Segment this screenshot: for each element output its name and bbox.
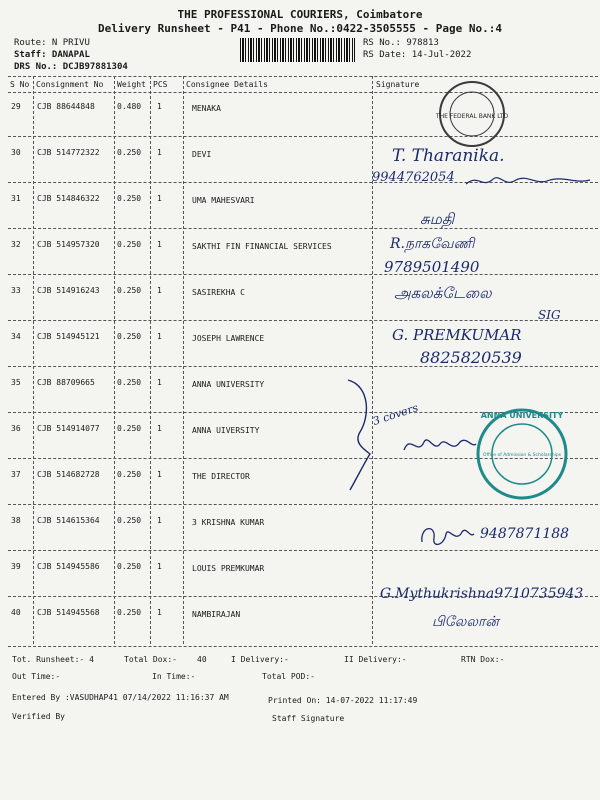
signature-nagaveni-phone: 9789501490 — [384, 258, 480, 276]
row-consignee: JOSEPH LAWRENCE — [192, 334, 265, 343]
row-sno: 30 — [11, 148, 21, 157]
col-header-consignment: Consignment No — [36, 80, 104, 89]
row-weight: 0.250 — [117, 608, 142, 617]
col-header-pcs: PCS — [153, 80, 168, 89]
bank-stamp-text: THE FEDERAL BANK LTD — [435, 113, 509, 120]
row-divider — [8, 228, 598, 229]
signature-premkumar: G. PREMKUMAR — [392, 326, 522, 344]
row-pcs: 1 — [157, 240, 162, 249]
row-sno: 31 — [11, 194, 21, 203]
signature-louis: G.Mythukrishna9710735943 — [380, 586, 584, 602]
signature-tharanika-phone: 9944762054 — [372, 170, 455, 185]
row-consignee: MENAKA — [192, 104, 221, 113]
col-divider — [114, 76, 115, 644]
row-weight: 0.250 — [117, 562, 142, 571]
row-pcs: 1 — [157, 194, 162, 203]
row-consignment-no: CJB 88709665 — [37, 378, 95, 387]
row-sno: 35 — [11, 378, 21, 387]
row-consignee: ANNA UIVERSITY — [192, 426, 260, 435]
bank-stamp — [420, 78, 524, 148]
row-sno: 39 — [11, 562, 21, 571]
row-consignment-no: CJB 514957320 — [37, 240, 100, 249]
scribble-stroke — [422, 529, 474, 545]
signature-scribble-krishna — [416, 518, 476, 552]
signature-sig-mark: SIG — [538, 308, 561, 322]
row-pcs: 1 — [157, 470, 162, 479]
ii-delivery: II Delivery:- — [344, 655, 407, 664]
note-covers: 3 covers — [371, 401, 420, 428]
row-consignment-no: CJB 514615364 — [37, 516, 100, 525]
row-consignee: SASIREKHA C — [192, 288, 245, 297]
row-consignee: ANNA UNIVERSITY — [192, 380, 265, 389]
row-sno: 33 — [11, 286, 21, 295]
col-divider — [372, 76, 373, 644]
row-weight: 0.250 — [117, 148, 142, 157]
signature-premkumar-phone: 8825820539 — [420, 348, 522, 367]
row-pcs: 1 — [157, 148, 162, 157]
barcode — [240, 38, 355, 62]
row-consignment-no: CJB 88644848 — [37, 102, 95, 111]
company-title: THE PROFESSIONAL COURIERS, Coimbatore — [177, 8, 423, 21]
total-dox-value: 40 — [197, 655, 207, 664]
total-dox-label: Total Dox:- — [124, 655, 177, 664]
row-consignee: LOUIS PREMKUMAR — [192, 564, 265, 573]
row-consignment-no: CJB 514945121 — [37, 332, 100, 341]
row-weight: 0.250 — [117, 470, 142, 479]
signature-scribble-devi — [464, 168, 594, 192]
row-consignee: DEVI — [192, 150, 212, 159]
row-weight: 0.250 — [117, 240, 142, 249]
col-header-consignee: Consignee Details — [186, 80, 268, 89]
row-consignment-no: CJB 514846322 — [37, 194, 100, 203]
univ-stamp-title: ANNA UNIVERSITY — [480, 411, 564, 420]
row-divider — [8, 274, 598, 275]
col-divider — [183, 76, 184, 644]
row-consignee: THE DIRECTOR — [192, 472, 250, 481]
out-time: Out Time:- — [12, 672, 61, 681]
row-weight: 0.250 — [117, 286, 142, 295]
row-sno: 40 — [11, 608, 21, 617]
row-pcs: 1 — [157, 516, 162, 525]
total-pod: Total POD:- — [262, 672, 315, 681]
row-weight: 0.250 — [117, 194, 142, 203]
staff-signature: Staff Signature — [272, 714, 345, 723]
col-divider — [33, 76, 34, 644]
row-weight: 0.250 — [117, 516, 142, 525]
rs-number: RS No.: 978813 — [363, 38, 439, 48]
university-stamp — [468, 404, 576, 504]
printed-on: Printed On: 14-07-2022 11:17:49 — [268, 696, 418, 705]
row-pcs: 1 — [157, 608, 162, 617]
row-pcs: 1 — [157, 102, 162, 111]
row-sno: 37 — [11, 470, 21, 479]
tot-runsheet: Tot. Runsheet:- 4 — [12, 655, 94, 664]
row-consignment-no: CJB 514945586 — [37, 562, 100, 571]
row-sno: 38 — [11, 516, 21, 525]
rs-date: RS Date: 14-Jul-2022 — [363, 50, 472, 60]
runsheet-title: Delivery Runsheet - P41 - Phone No.:0422-3505555 - Page No.:4 — [98, 22, 502, 35]
verified-by: Verified By — [12, 712, 65, 721]
row-weight: 0.250 — [117, 332, 142, 341]
row-consignment-no: CJB 514682728 — [37, 470, 100, 479]
row-divider — [8, 550, 598, 551]
row-consignee: SAKTHI FIN FINANCIAL SERVICES — [192, 242, 332, 251]
row-weight: 0.250 — [117, 378, 142, 387]
signature-nagaveni: R.நாகவேணி — [390, 236, 475, 252]
row-consignment-no: CJB 514914077 — [37, 424, 100, 433]
row-weight: 0.480 — [117, 102, 142, 111]
col-header-weight: Weight — [117, 80, 146, 89]
row-consignee: UMA MAHESVARI — [192, 196, 255, 205]
row-sno: 34 — [11, 332, 21, 341]
bracket-stroke — [348, 380, 370, 490]
signature-nambirajan: பிலேலான் — [432, 614, 499, 630]
in-time: In Time:- — [152, 672, 196, 681]
row-weight: 0.250 — [117, 424, 142, 433]
bracket-mark — [340, 376, 380, 496]
row-consignee: NAMBIRAJAN — [192, 610, 241, 619]
row-pcs: 1 — [157, 562, 162, 571]
scribble-stroke — [404, 440, 476, 450]
row-consignment-no: CJB 514772322 — [37, 148, 100, 157]
row-pcs: 1 — [157, 424, 162, 433]
row-sno: 29 — [11, 102, 21, 111]
signature-sumathi: சுமதி — [420, 210, 455, 228]
row-consignment-no: CJB 514945568 — [37, 608, 100, 617]
signature-sasirekha: அகலக்டேலை — [394, 284, 492, 302]
row-divider — [8, 320, 598, 321]
row-pcs: 1 — [157, 332, 162, 341]
signature-tharanika: T. Tharanika. — [392, 146, 505, 166]
drs-number: DRS No.: DCJB97881304 — [14, 62, 128, 72]
staff-label: Staff: DANAPAL — [14, 50, 90, 60]
table-top-rule — [8, 76, 598, 77]
rtn-dox: RTN Dox:- — [461, 655, 505, 664]
row-pcs: 1 — [157, 286, 162, 295]
row-sno: 36 — [11, 424, 21, 433]
univ-stamp-inner-text: Office of Admission & Scholarships — [482, 453, 562, 458]
entered-by: Entered By :VASUDHAP41 07/14/2022 11:16:37 AM — [12, 693, 229, 702]
col-header-sno: S No — [10, 80, 30, 89]
row-sno: 32 — [11, 240, 21, 249]
route-label: Route: N PRIVU — [14, 38, 90, 48]
col-header-signature: Signature — [376, 80, 420, 89]
col-divider — [150, 76, 151, 644]
row-divider — [8, 504, 598, 505]
signature-krishna-phone: 9487871188 — [480, 526, 570, 542]
i-delivery: I Delivery:- — [231, 655, 289, 664]
row-pcs: 1 — [157, 378, 162, 387]
scribble-stroke — [466, 178, 590, 184]
table-bottom-rule — [8, 646, 598, 647]
row-consignment-no: CJB 514916243 — [37, 286, 100, 295]
row-consignee: 3 KRISHNA KUMAR — [192, 518, 265, 527]
